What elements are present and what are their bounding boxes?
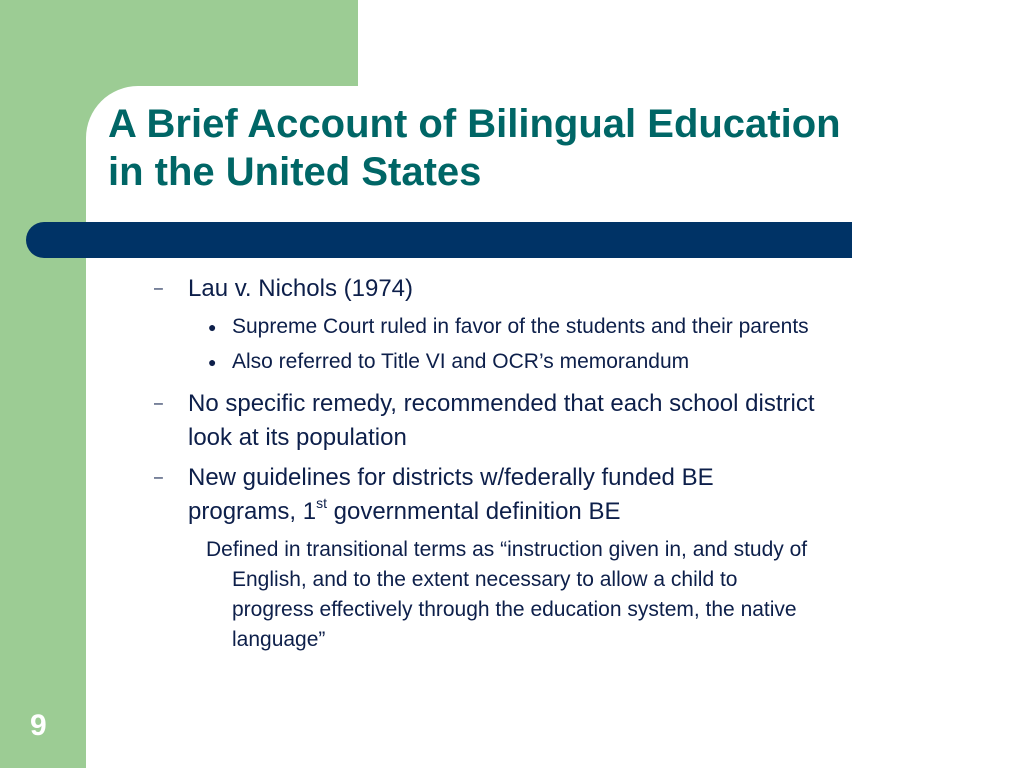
bullet-icon: ● — [208, 354, 217, 370]
list-item — [154, 387, 948, 455]
dash-marker: – — [154, 395, 163, 412]
dash-marker: – — [154, 469, 163, 486]
definition-quote — [206, 535, 946, 655]
bullet-icon: ● — [208, 319, 217, 335]
list-item-text: Supreme Court ruled in favor of the students and their parents — [232, 315, 809, 338]
dash-marker: – — [154, 280, 163, 297]
list-item-text-line-2b: governmental definition BE — [326, 498, 621, 525]
slide-title-line-1: A Brief Account of Bilingual Education — [108, 102, 841, 146]
list-item-text: Lau v. Nichols (1974) — [188, 275, 413, 302]
page-number: 9 — [30, 709, 47, 742]
list-item-text-line-1: No specific remedy, recommended that each school district — [188, 390, 815, 417]
ordinal-suffix: st — [316, 495, 327, 511]
definition-line-1: Defined in transitional terms as “instruction given in, and study of — [206, 538, 808, 561]
definition-line-3: progress effectively through the education system, the native — [232, 598, 797, 621]
list-item — [208, 312, 952, 342]
slide-title-line-2: in the United States — [108, 150, 482, 194]
list-item — [154, 272, 948, 306]
list-item — [208, 347, 952, 377]
list-item-text-line-2a: programs, 1 — [188, 498, 317, 525]
list-item-text: Also referred to Title VI and OCR’s memorandum — [232, 350, 690, 373]
definition-line-4: language” — [232, 628, 326, 651]
list-item-text-line-2: look at its population — [188, 424, 407, 451]
definition-line-2: English, and to the extent necessary to allow a child to — [232, 568, 738, 591]
list-item — [154, 461, 948, 529]
list-item-text-line-1: New guidelines for districts w/federally funded BE — [188, 464, 714, 491]
